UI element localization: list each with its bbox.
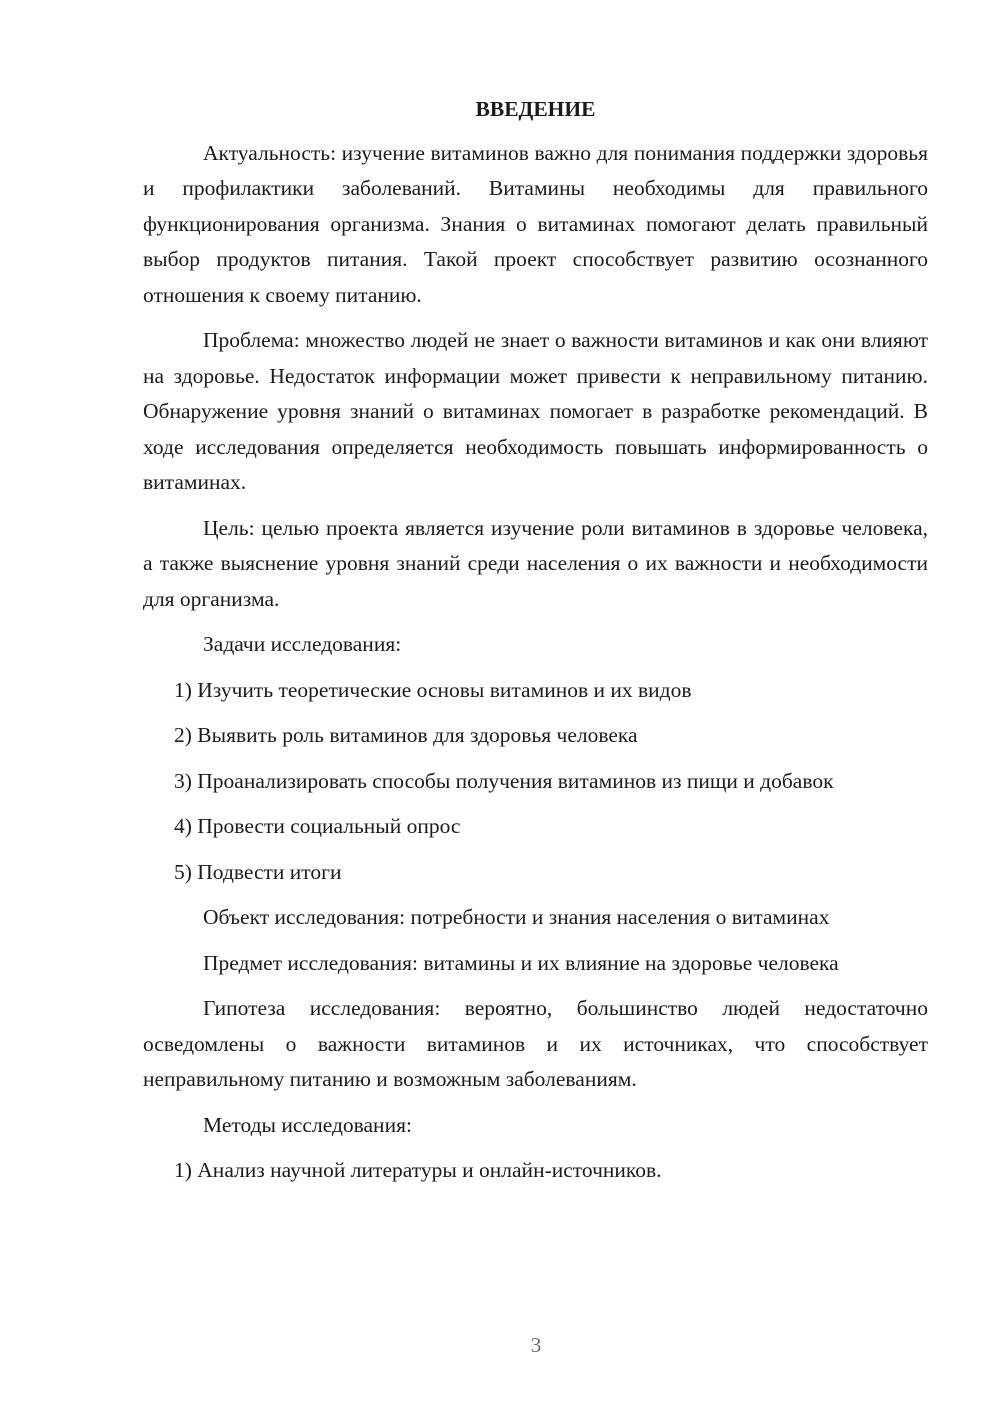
task-item: 2) Выявить роль витаминов для здоровья человека [174, 723, 638, 747]
task-item: 5) Подвести итоги [174, 859, 342, 884]
relevance-paragraph: Актуальность: изучение витаминов важно для понимания поддержки здоровья и профилактики заболеваний. Витамины необходимы для правильного функционирования организма. Знания о витаминах помогают делать правильный выбор продуктов питания. Такой проект способствует развитию осознанного отношения к своему питанию. [143, 140, 928, 307]
problem-paragraph: Проблема: множество людей не знает о важности витаминов и как они влияют на здоровье. Недостаток информации может привести к неправильному питанию. Обнаружение уровня знаний о витаминах помогает в разработке рекомендаций. В ходе исследования определяется необходимость повышать информированность о витаминах. [143, 328, 928, 494]
document-page [143, 92, 928, 1199]
method-item: 1) Анализ научной литературы и онлайн-источников. [174, 1158, 662, 1182]
hypothesis-paragraph: Гипотеза исследования: вероятно, большинство людей недостаточно осведомлены о важности витаминов и их источниках, что способствует неправильному питанию и возможным заболеваниям. [143, 996, 928, 1091]
task-item: 4) Провести социальный опрос [174, 814, 461, 838]
subject-paragraph: Предмет исследования: витамины и их влияние на здоровье человека [203, 950, 839, 975]
object-paragraph: Объект исследования: потребности и знания населения о витаминах [203, 905, 830, 929]
page-number: 3 [530, 1333, 542, 1357]
task-item: 1) Изучить теоретические основы витаминов и их видов [174, 677, 692, 702]
goal-paragraph: Цель: целью проекта является изучение роли витаминов в здоровье человека, а также выяснение уровня знаний среди населения о их важности и необходимости для организма. [143, 515, 928, 611]
task-item: 3) Проанализировать способы получения витаминов из пищи и добавок [174, 768, 834, 793]
methods-heading: Методы исследования: [203, 1112, 412, 1137]
section-heading: ВВЕДЕНИЕ [475, 97, 596, 121]
tasks-heading: Задачи исследования: [203, 632, 402, 656]
